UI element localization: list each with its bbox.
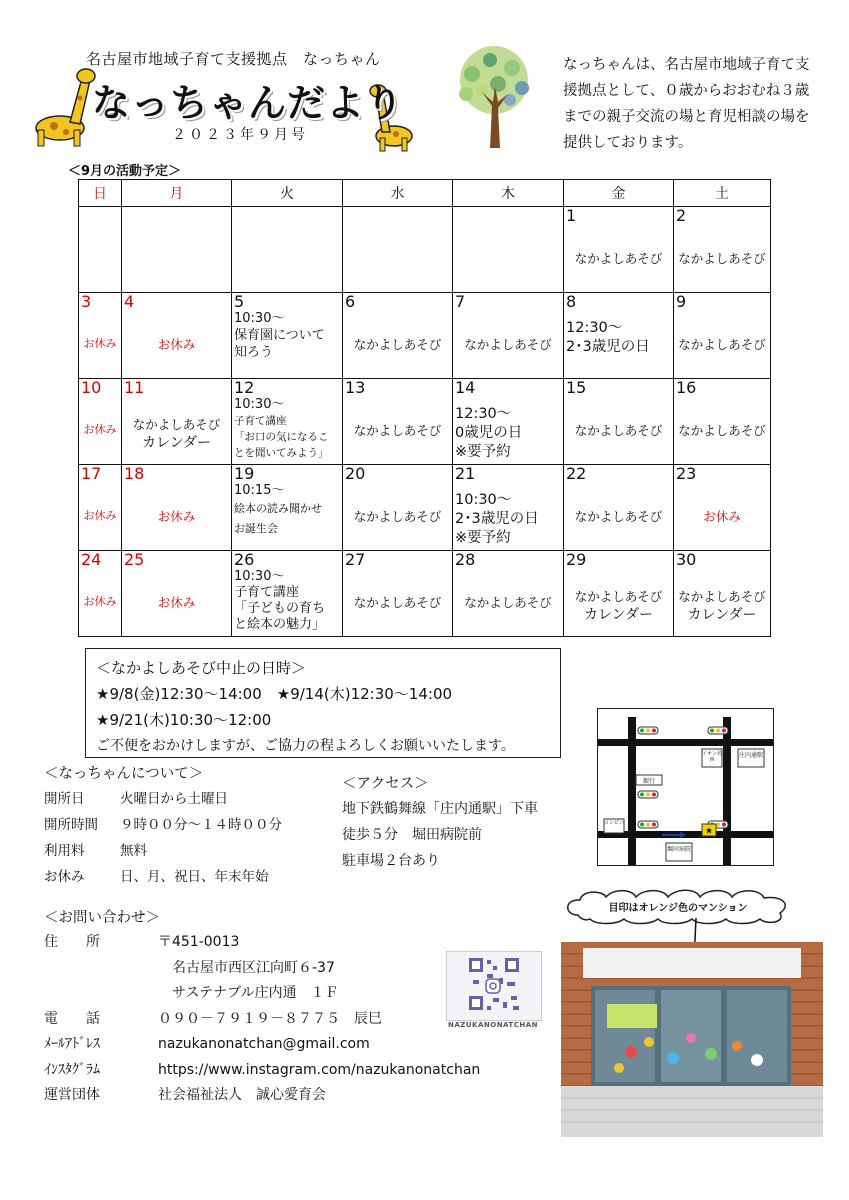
day-activity: なかよしあそび (574, 423, 663, 438)
about-value: 火曜日から土曜日 (120, 791, 228, 807)
calendar-day (674, 379, 771, 465)
calendar-week (79, 551, 771, 637)
calendar-day (122, 551, 232, 637)
about-value: 日、月、祝日、年末年始 (120, 869, 269, 885)
day-number: 14 (455, 378, 476, 397)
weekday-sun: 日 (79, 180, 122, 207)
day-number: 8 (566, 292, 577, 311)
weekday-sat: 土 (674, 180, 771, 207)
weekday-wed: 水 (343, 180, 453, 207)
day-closed-label: お休み (703, 509, 741, 524)
cancel-notice-line3: ご不便をおかけしますが、ご協力の程よろしくお願いいたします。 (96, 738, 515, 754)
day-event (566, 319, 671, 357)
cancel-notice-title: ＜なかよしあそび中止の日時＞ (96, 659, 307, 677)
calendar-day (343, 465, 453, 551)
day-closed-label: お休み (157, 337, 196, 352)
day-number: 18 (124, 464, 145, 483)
calendar-day (564, 551, 674, 637)
day-number: 22 (566, 464, 587, 483)
calendar-day (232, 293, 343, 379)
day-number: 7 (455, 292, 466, 311)
day-event-line: 「お口の気になるこ (234, 431, 329, 443)
calendar-day (122, 465, 232, 551)
day-event-line: 子育て講座 (234, 585, 300, 600)
phone-number: ０９０－７９１９－８７７５ 辰巳 (158, 1010, 382, 1027)
building-illustration (561, 942, 823, 1137)
day-number: 23 (676, 464, 697, 483)
day-number: 6 (345, 292, 356, 311)
day-event-line: 0歳児の日 (455, 425, 523, 441)
calendar-day (453, 207, 564, 293)
day-number: 27 (345, 550, 366, 569)
day-activity: なかよしあそび (574, 509, 663, 524)
tree-icon (438, 40, 550, 152)
day-event-line: 保育園について (234, 328, 325, 343)
calendar-week (79, 379, 771, 465)
calendar-day (79, 465, 122, 551)
day-event-line: 10:30～ (234, 397, 285, 412)
newsletter-title: なっちゃんだより (92, 81, 405, 125)
day-event-line: 「子どもの育ち (234, 601, 326, 616)
access-line: 駐車場２台あり (342, 853, 440, 869)
instagram-url: https://www.instagram.com/nazukanonatchan (158, 1061, 481, 1078)
traffic-light-icon (708, 727, 728, 734)
day-activity: なかよしあそび (574, 251, 663, 266)
calendar-week (79, 465, 771, 551)
day-number: 20 (345, 464, 366, 483)
activity-calendar (78, 179, 771, 637)
access-map (597, 708, 774, 866)
weekday-thu: 木 (453, 180, 564, 207)
instagram-label: ｲﾝｽﾀｸﾞﾗﾑ (44, 1061, 100, 1078)
day-event (455, 405, 561, 462)
calendar-day (453, 379, 564, 465)
access-lines (342, 796, 538, 874)
map-aeon: イオン名西 (702, 751, 722, 763)
day-closed-label: お休み (157, 509, 196, 524)
day-event-line: 12:30～ (455, 406, 512, 422)
star-icon: ★ (704, 826, 714, 837)
day-event-line: と絵本の魅力」 (234, 617, 326, 632)
day-activity-extra: カレンダー (141, 435, 212, 451)
calendar-day (343, 379, 453, 465)
contact-title: ＜お問い合わせ＞ (44, 910, 160, 926)
day-number: 24 (81, 550, 102, 569)
calendar-day (122, 379, 232, 465)
intro-text: なっちゃんは、名古屋市地域子育て支援拠点として、０歳からおおむね３歳までの親子交流の場と育児相談の場を提供しております。 (563, 57, 810, 151)
qr-icon (447, 952, 541, 1020)
address-line2: サステナブル庄内通 １Ｆ (172, 985, 339, 1001)
day-activity: なかよしあそび (132, 417, 221, 432)
calendar-day (453, 465, 564, 551)
day-closed-label: お休み (157, 595, 196, 610)
day-number: 15 (566, 378, 587, 397)
calendar-day (232, 551, 343, 637)
day-closed-label: お休み (83, 509, 117, 522)
day-event (234, 569, 340, 633)
day-number: 4 (124, 292, 135, 311)
map-convenience: コンビニ (604, 820, 625, 826)
map-station: 庄内通駅 (738, 752, 763, 759)
day-number: 1 (566, 206, 577, 225)
calendar-day (122, 293, 232, 379)
day-number: 19 (234, 464, 255, 483)
weekday-tue: 火 (232, 180, 343, 207)
day-event (234, 311, 340, 361)
day-event-line: 10:15～ (234, 483, 285, 498)
about-row (44, 786, 282, 812)
day-event-line: 知ろう (234, 345, 274, 360)
day-number: 2 (676, 206, 687, 225)
org-name: 名古屋市地域子育て支援拠点 なっちゃん (86, 50, 381, 68)
postal-code: 〒451-0013 (158, 934, 240, 950)
day-activity: なかよしあそび (678, 423, 766, 438)
day-number: 21 (455, 464, 476, 483)
day-activity: なかよしあそび (678, 589, 766, 604)
about-value: ９時００分～１４時００分 (120, 817, 282, 833)
about-key: 開所日 (44, 791, 85, 807)
calendar-week (79, 207, 771, 293)
instagram-qr-code[interactable] (446, 951, 542, 1021)
weekday-fri: 金 (564, 180, 674, 207)
about-key: お休み (44, 869, 85, 885)
address-line1: 名古屋市西区江向町６-37 (172, 959, 335, 976)
day-closed-label: お休み (83, 595, 117, 608)
day-activity-extra: カレンダー (687, 607, 757, 623)
map-hospital: 堀田病院 (666, 846, 691, 853)
day-closed-label: お休み (83, 337, 117, 350)
day-activity: なかよしあそび (353, 423, 442, 438)
landmark-note: 目印はオレンジ色のマンション (608, 903, 748, 914)
calendar-day (79, 551, 122, 637)
day-number: 26 (234, 550, 255, 569)
cancel-notice (85, 648, 561, 758)
day-event-line: 10:30～ (234, 569, 285, 584)
day-number: 28 (455, 550, 476, 569)
about-key: 利用料 (44, 843, 85, 859)
calendar-label: ＜9月の活動予定＞ (68, 164, 182, 179)
about-key: 開所時間 (44, 817, 98, 833)
giraffe-left-icon (30, 62, 96, 148)
day-activity-extra: カレンダー (583, 607, 654, 623)
calendar-day (564, 293, 674, 379)
calendar-day (343, 551, 453, 637)
day-number: 9 (676, 292, 687, 311)
day-closed-label: お休み (83, 423, 117, 436)
calendar-day (232, 379, 343, 465)
calendar-day (453, 293, 564, 379)
calendar-day (343, 293, 453, 379)
day-activity: なかよしあそび (678, 337, 766, 352)
contact-block (44, 930, 480, 1109)
day-activity: なかよしあそび (353, 337, 442, 352)
day-number: 12 (234, 378, 255, 397)
day-event-line: 10:30～ (455, 492, 512, 508)
day-event (455, 491, 561, 548)
traffic-light-icon (638, 727, 658, 734)
access-line: 地下鉄鶴舞線「庄内通駅」下車 (342, 801, 538, 817)
access-line: 徒歩５分 堀田病院前 (342, 827, 482, 843)
calendar-day (564, 465, 674, 551)
about-title: ＜なっちゃんについて＞ (44, 766, 204, 782)
day-event-line: とを聞いてみよう」 (234, 447, 329, 459)
day-number: 13 (345, 378, 366, 397)
mail-address: nazukanonatchan@gmail.com (158, 1036, 370, 1052)
operator-name: 社会福祉法人 誠心愛育会 (158, 1087, 326, 1103)
calendar-day (232, 207, 343, 293)
calendar-day (674, 207, 771, 293)
day-activity: なかよしあそび (464, 337, 552, 352)
day-event-line: 10:30～ (234, 311, 285, 326)
calendar-day (232, 465, 343, 551)
about-row (44, 838, 282, 864)
day-activity: なかよしあそび (353, 509, 442, 524)
calendar-day (79, 207, 122, 293)
calendar-day (79, 379, 122, 465)
cancel-notice-line1: ★9/8(金)12:30～14:00 ★9/14(木)12:30～14:00 (96, 685, 453, 703)
day-number: 3 (81, 292, 92, 311)
day-number: 16 (676, 378, 697, 397)
about-row (44, 864, 282, 890)
map-bank: 銀行 (642, 778, 655, 785)
address-label: 住 所 (44, 934, 100, 950)
day-activity: なかよしあそび (464, 595, 552, 610)
calendar-day (79, 293, 122, 379)
cancel-notice-line2: ★9/21(木)10:30～12:00 (96, 711, 272, 729)
mail-label: ﾒｰﾙｱﾄﾞﾚｽ (44, 1036, 100, 1052)
about-row (44, 812, 282, 838)
day-number: 30 (676, 550, 697, 569)
day-event-line: 子育て講座 (234, 415, 287, 427)
day-event-line: ※要予約 (455, 444, 511, 460)
calendar-day (453, 551, 564, 637)
day-event-line: ※要予約 (455, 530, 511, 546)
day-number: 29 (566, 550, 587, 569)
calendar-day (343, 207, 453, 293)
day-activity: なかよしあそび (353, 595, 442, 610)
about-list (44, 786, 282, 890)
day-event-line: 2･3歳児の日 (566, 339, 650, 355)
day-number: 11 (124, 378, 145, 397)
day-event-line: 絵本の読み聞かせ (234, 502, 322, 515)
map-drawing (598, 709, 773, 865)
weekday-mon: 月 (122, 180, 232, 207)
day-number: 17 (81, 464, 102, 483)
issue-date: ２０２３年９月号 (172, 127, 308, 143)
day-activity: なかよしあそび (678, 251, 766, 266)
day-event (234, 483, 340, 539)
calendar-day (122, 207, 232, 293)
day-event-line: 12:30～ (566, 320, 623, 336)
traffic-light-icon (638, 791, 658, 798)
day-activity: なかよしあそび (574, 589, 663, 604)
qr-label: NAZUKANONATCHAN (448, 1021, 538, 1029)
day-event (234, 397, 340, 461)
day-number: 10 (81, 378, 102, 397)
day-event-line: お誕生会 (234, 522, 278, 535)
calendar-week (79, 293, 771, 379)
day-number: 5 (234, 292, 245, 311)
calendar-day (674, 551, 771, 637)
calendar-day (564, 207, 674, 293)
day-event-line: 2･3歳児の日 (455, 511, 539, 527)
calendar-day (674, 293, 771, 379)
calendar-day (564, 379, 674, 465)
calendar-day (674, 465, 771, 551)
traffic-light-icon (638, 821, 658, 828)
access-title: ＜アクセス＞ (342, 776, 429, 792)
phone-label: 電 話 (44, 1010, 100, 1027)
building-photo (561, 942, 823, 1137)
operator-label: 運営団体 (44, 1087, 100, 1103)
about-value: 無料 (120, 843, 147, 859)
day-number: 25 (124, 550, 145, 569)
